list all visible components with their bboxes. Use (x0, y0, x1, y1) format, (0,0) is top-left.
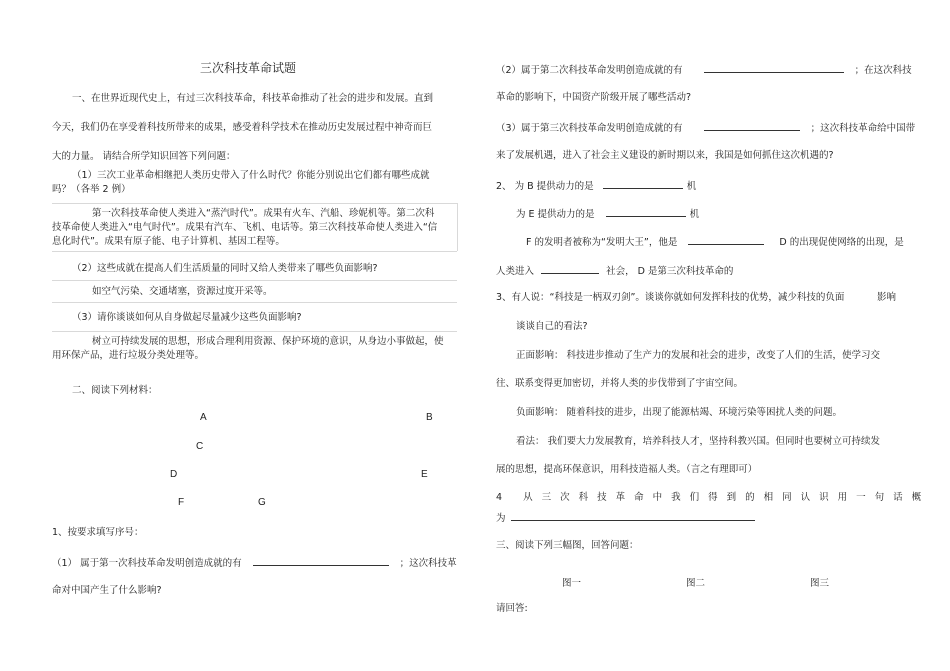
question-3b-line-1-end: 影响 (877, 292, 897, 303)
question-1-line-2: 吗？（各举 2 例） (52, 184, 131, 195)
fill-3-suffix: ；这次科技革命给中国带 (810, 123, 916, 134)
section-3-heading: 三、阅读下列三幅图，回答问题： (496, 540, 639, 551)
question-4-line-2 (496, 511, 755, 525)
question-2b-line-2 (516, 207, 699, 221)
question-3: （3）请你谈谈如何从自身做起尽量减少这些负面影响? (72, 312, 302, 323)
answer-box-2-top (52, 280, 457, 281)
q2b-suffix-3: D 的出现促使网络的出现，是 (779, 237, 904, 248)
fill-in-heading: 1、按要求填写序号： (52, 527, 144, 538)
q2b-prompt-2: 为 E 提供动力的是 (516, 209, 595, 220)
please-answer: 请回答: (496, 603, 528, 614)
viewpoint-line-2: 展的思想，提高环保意识，用科技造福人类。（言之有理即可） (496, 464, 758, 475)
material-b: B (426, 412, 433, 423)
answer-3-line-1: 树立可持续发展的思想，形成合理利用资源、保护环境的意识，从身边小事做起，使 (92, 336, 444, 347)
fill-2-blank[interactable] (704, 63, 844, 73)
answer-box-3-top (52, 331, 457, 332)
fill-1-prompt: （1） 属于第一次科技革命发明创造成就的有 (52, 558, 242, 569)
material-e: E (421, 469, 428, 480)
answer-1-line-3: 息化时代”。成果有原子能、电子计算机、基因工程等。 (52, 236, 285, 247)
question-4-line-1: 4 从三次科技革命中我们得到的相同认识用一句话概 (496, 492, 931, 503)
fill-2-suffix: ；在这次科技 (854, 65, 912, 76)
intro-line-1: 一、在世界近现代史上，有过三次科技革命，科技革命推动了社会的进步和发展。直到 (72, 93, 434, 104)
answer-1-line-2: 技革命使人类进入“电气时代”。成果有汽车、飞机、电话等。第三次科技革命使人类进入“信 (52, 222, 438, 233)
material-c: C (196, 441, 204, 452)
question-3b-line-2: 谈谈自己的看法? (516, 321, 588, 332)
question-2b-line-4 (496, 264, 733, 278)
q2b-suffix-4: 社会， D 是第三次科技革命的 (606, 266, 734, 277)
answer-box-2-bottom (52, 302, 457, 303)
positive-impact-line-1: 正面影响： 科技进步推动了生产力的发展和社会的进步，改变了人们的生活，使学习交 (516, 350, 881, 361)
page-title: 三次科技革命试题 (200, 61, 297, 75)
q2b-blank-2[interactable] (606, 207, 686, 217)
q2b-prompt-4: 人类进入 (496, 266, 535, 277)
fill-1-line-2: 命对中国产生了什么影响? (52, 585, 162, 596)
material-a: A (200, 412, 207, 423)
fill-3-line-1 (496, 121, 915, 135)
answer-box-1-bottom (52, 251, 457, 252)
q2b-prompt-3: F 的发明者被称为“发明大王”，他是 (526, 237, 678, 248)
section-2-heading: 二、阅读下列材料： (72, 385, 158, 396)
fill-3-blank[interactable] (704, 121, 800, 131)
q4-blank[interactable] (511, 511, 755, 521)
fill-3-line-2: 来了发展机遇，进入了社会主义建设的新时期以来，我国是如何抓住这次机遇的? (496, 150, 834, 161)
question-2b-line-1 (496, 179, 696, 193)
fill-1-suffix: ；这次科技革 (399, 558, 457, 569)
fill-2-prompt: （2）属于第二次科技革命发明创造成就的有 (496, 65, 683, 76)
material-d: D (170, 469, 178, 480)
answer-box-1-right (457, 203, 458, 251)
fill-3-prompt: （3）属于第三次科技革命发明创造成就的有 (496, 123, 683, 134)
fill-2-line-2: 革命的影响下，中国资产阶级开展了哪些活动? (496, 92, 692, 103)
intro-line-3: 大的力量。 请结合所学知识回答下列问题： (52, 151, 236, 162)
answer-3-line-2: 用环保产品，进行垃圾分类处理等。 (52, 350, 205, 361)
q2b-suffix-2: 机 (689, 209, 700, 220)
material-g: G (258, 497, 266, 508)
answer-1-line-1: 第一次科技革命使人类进入“蒸汽时代”。成果有火车、汽船、珍妮机等。第二次科 (92, 208, 435, 219)
q2b-prompt-1: 2、 为 B 提供动力的是 (496, 181, 594, 192)
negative-impact: 负面影响： 随着科技的进步，出现了能源枯竭、环境污染等困扰人类的问题。 (516, 407, 843, 418)
question-2: （2）这些成就在提高人们生活质量的同时又给人类带来了哪些负面影响? (72, 263, 378, 274)
fill-1-blank[interactable] (253, 556, 389, 566)
figure-3-label: 图三 (810, 578, 830, 589)
answer-box-1-top (52, 203, 457, 204)
question-3b-line-1: 3、有人说：“科技是一柄双刃剑”。谈谈你就如何发挥科技的优势，减少科技的负面 (496, 292, 845, 303)
answer-2: 如空气污染、交通堵塞，资源过度开采等。 (92, 286, 273, 297)
positive-impact-line-2: 往、联系变得更加密切，并将人类的步伐带到了宇宙空间。 (496, 378, 744, 389)
q2b-blank-1[interactable] (603, 179, 683, 189)
figure-2-label: 图二 (686, 578, 706, 589)
intro-line-2: 今天，我们仍在享受着科技所带来的成果，感受着科学技术在推动历史发展过程中神奇而巨 (52, 122, 433, 133)
question-1-line-1: （1）三次工业革命相继把人类历史带入了什么时代？你能分别说出它们都有哪些成就 (72, 170, 430, 181)
q2b-blank-3[interactable] (688, 235, 764, 245)
q4-prompt: 为 (496, 513, 506, 524)
q2b-suffix-1: 机 (686, 181, 697, 192)
question-2b-line-3 (526, 235, 904, 249)
fill-1-line-1 (52, 556, 457, 570)
viewpoint-line-1: 看法： 我们要大力发展教育，培养科技人才，坚持科教兴国。但同时也要树立可持续发 (516, 436, 881, 447)
q2b-blank-4[interactable] (541, 264, 599, 274)
material-f: F (178, 497, 185, 508)
figure-1-label: 图一 (562, 578, 582, 589)
fill-2-line-1 (496, 63, 912, 77)
